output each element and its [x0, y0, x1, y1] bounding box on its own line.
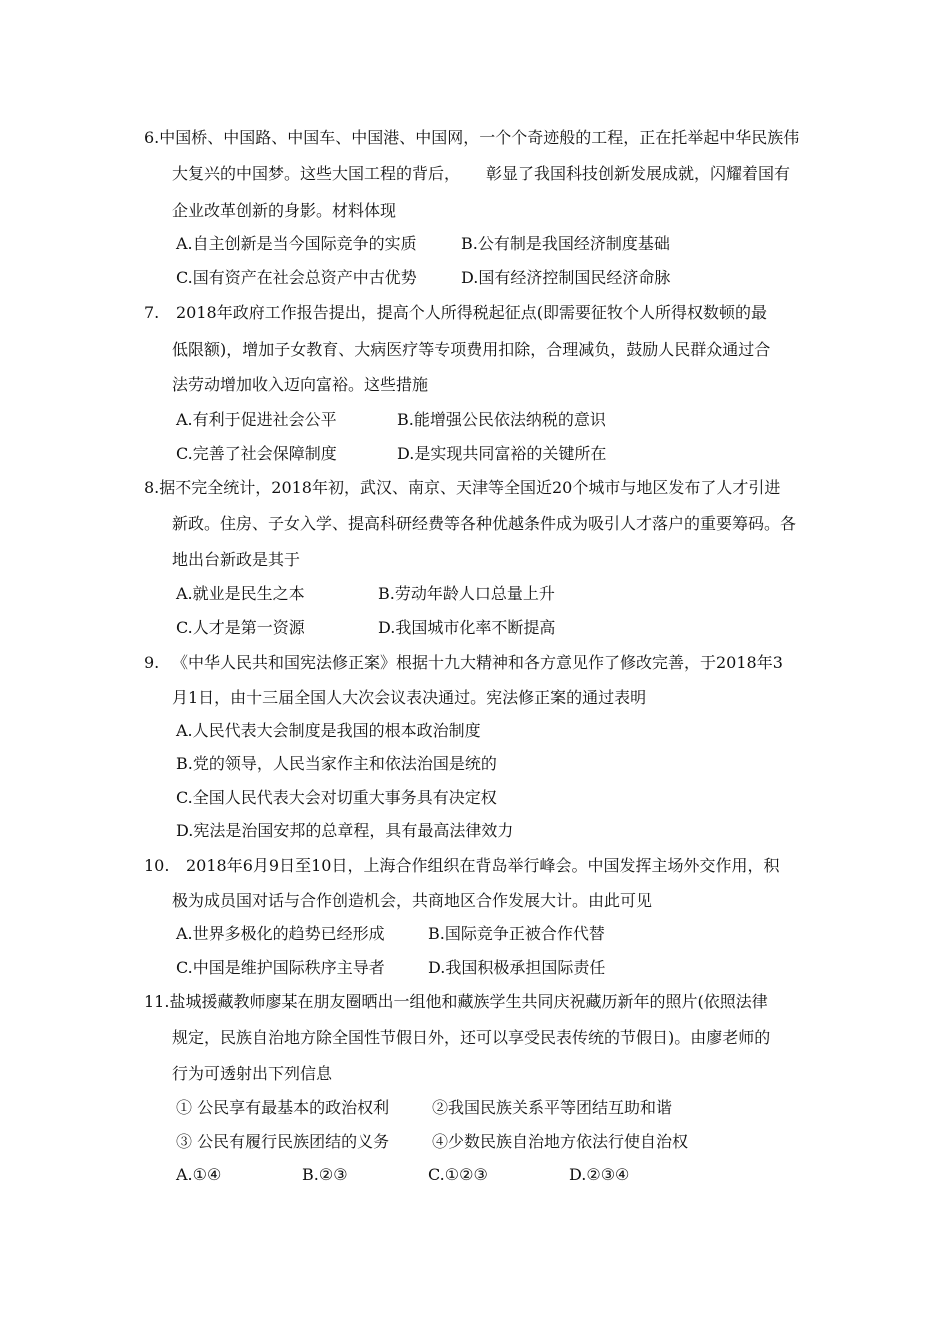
q7-line-3: 法劳动增加收入迈向富裕。这些措施: [172, 375, 429, 394]
q7-option-c: C.完善了社会保障制度: [176, 444, 337, 463]
q7-option-d: D.是实现共同富裕的关键所在: [397, 444, 607, 463]
q9-option-c: C.全国人民代表大会对切重大事务具有决定权: [176, 788, 497, 807]
q6-line-2: [172, 163, 790, 185]
q7-line-2: 低限额)，增加子女教育、大病医疗等专项费用扣除，合理减负，鼓励人民群众通过合: [172, 340, 771, 359]
q7-number: 7.: [144, 303, 160, 322]
q6-line-2b: 彰显了我国科技创新发展成就，闪耀着国有: [486, 164, 791, 183]
q11-line-3: 行为可透射出下列信息: [172, 1064, 333, 1083]
q11-option-a: A.①④: [176, 1165, 222, 1184]
q9-line-1: 《中华人民共和国宪法修正案》根据十九大精神和各方意见作了修改完善，于2018年3: [172, 653, 783, 672]
q9-option-d: D.宪法是治国安邦的总章程，具有最高法律效力: [176, 821, 514, 840]
q10-option-d: D.我国积极承担国际责任: [428, 958, 606, 977]
q10-option-c: C.中国是维护国际秩序主导者: [176, 958, 385, 977]
q11-item-3: ③ 公民有履行民族团结的义务: [176, 1132, 390, 1151]
q6-option-d: D.国有经济控制国民经济命脉: [461, 268, 671, 287]
q7-option-b: B.能增强公民依法纳税的意识: [397, 410, 606, 429]
q7-line-1: 2018年政府工作报告提出，提高个人所得税起征点(即需要征牧个人所得权数顿的最: [176, 303, 767, 322]
q11-option-b: B.②③: [302, 1165, 348, 1184]
q8-line-1: 8.据不完全统计，2018年初，武汉、南京、天津等全国近20个城市与地区发布了人才引进: [144, 478, 781, 497]
q6-option-b: B.公有制是我国经济制度基础: [461, 234, 670, 253]
q8-option-d: D.我国城市化率不断提高: [378, 618, 556, 637]
q6-option-a: A.自主创新是当今国际竞争的实质: [176, 234, 417, 253]
q8-option-c: C.人才是第一资源: [176, 618, 305, 637]
q8-option-a: A.就业是民生之本: [176, 584, 305, 603]
q11-line-2: 规定，民族自治地方除全国性节假日外，还可以享受民表传统的节假日)。由廖老师的: [172, 1028, 771, 1047]
q11-item-4: ④少数民族自治地方依法行使自治权: [432, 1132, 689, 1151]
q8-line-2: 新政。住房、子女入学、提高科研经费等各种优越条件成为吸引人才落户的重要筹码。各: [172, 514, 797, 533]
q8-option-b: B.劳动年龄人口总量上升: [378, 584, 555, 603]
q9-line-2: 月1日，由十三届全国人大次会议表决通过。宪法修正案的通过表明: [172, 688, 647, 707]
q10-number: 10.: [144, 856, 170, 875]
q9-option-a: A.人民代表大会制度是我国的根本政治制度: [176, 721, 481, 740]
q11-item-2: ②我国民族关系平等团结互助和谐: [432, 1098, 673, 1117]
q10-line-2: 极为成员国对话与合作创造机会，共商地区合作发展大计。由此可见: [172, 891, 653, 910]
q10-line-1: 2018年6月9日至10日，上海合作组织在背岛举行峰会。中国发挥主场外交作用，积: [186, 856, 780, 875]
q6-option-c: C.国有资产在社会总资产中古优势: [176, 268, 417, 287]
q11-item-1: ① 公民享有最基本的政治权利: [176, 1098, 390, 1117]
q7-option-a: A.有利于促进社会公平: [176, 410, 337, 429]
q6-line-2a: 大复兴的中国梦。这些大国工程的背后，: [172, 164, 461, 183]
q6-line-3: 企业改革创新的身影。材料体现: [172, 201, 397, 220]
q11-option-d: D.②③④: [569, 1165, 630, 1184]
q9-number: 9.: [144, 653, 160, 672]
q8-line-3: 地出台新政是其于: [172, 550, 301, 569]
q6-line-1: 6.中国桥、中国路、中国车、中国港、中国网，一个个奇迹般的工程，正在托举起中华民族伟: [144, 128, 800, 147]
q11-option-c: C.①②③: [428, 1165, 488, 1184]
q9-option-b: B.党的领导，人民当家作主和依法治国是统的: [176, 754, 497, 773]
q10-option-b: B.国际竞争正被合作代替: [428, 924, 605, 943]
q10-option-a: A.世界多极化的趋势已经形成: [176, 924, 385, 943]
q11-line-1: 11.盐城援藏教师廖某在朋友圈晒出一组他和藏族学生共同庆祝藏历新年的照片(依照法律: [144, 992, 768, 1011]
